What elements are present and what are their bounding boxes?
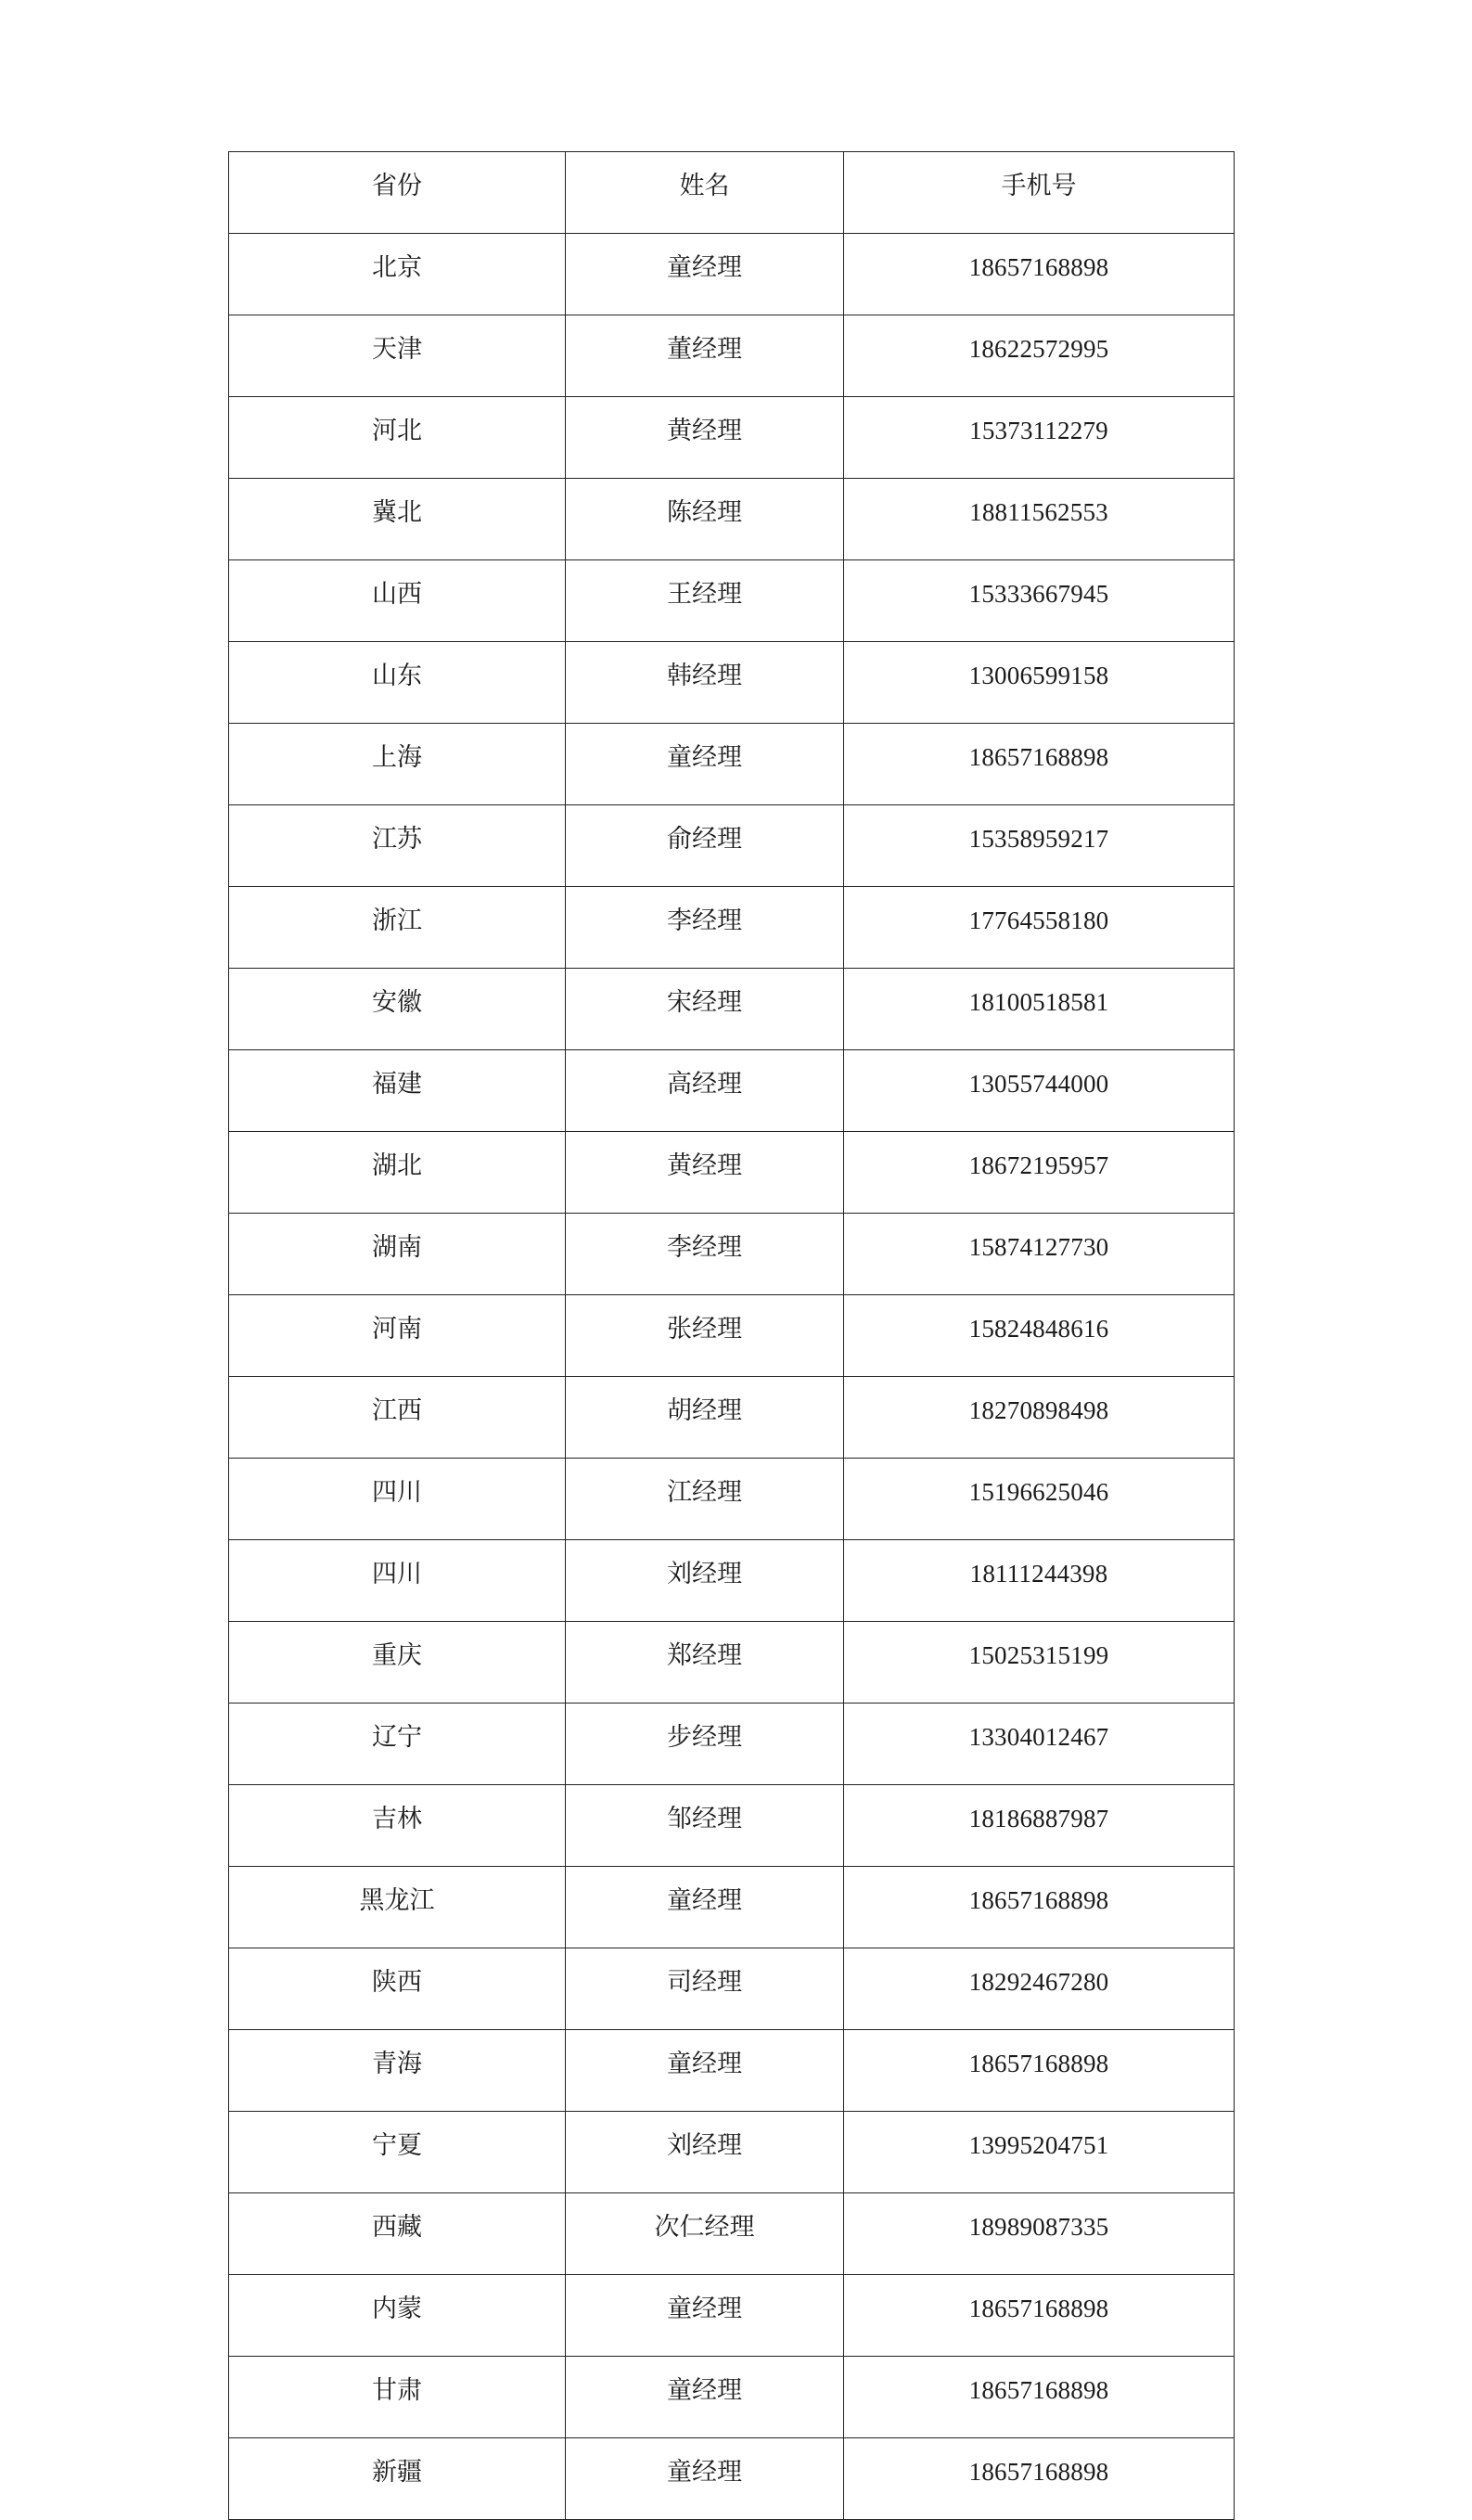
table-row bbox=[229, 1622, 1235, 1704]
cell-phone: 18811562553 bbox=[844, 479, 1235, 560]
header-phone: 手机号 bbox=[844, 152, 1235, 234]
cell-province: 青海 bbox=[229, 2030, 566, 2112]
table-row bbox=[229, 887, 1235, 969]
cell-province: 西藏 bbox=[229, 2193, 566, 2275]
cell-province: 山东 bbox=[229, 642, 566, 724]
contact-sheet bbox=[228, 151, 1234, 2520]
cell-phone: 18186887987 bbox=[844, 1785, 1235, 1867]
table-row bbox=[229, 642, 1235, 724]
cell-name: 童经理 bbox=[566, 234, 844, 315]
table-row bbox=[229, 315, 1235, 397]
cell-name: 刘经理 bbox=[566, 2112, 844, 2193]
table-row bbox=[229, 397, 1235, 479]
table-row bbox=[229, 969, 1235, 1050]
cell-phone: 18657168898 bbox=[844, 2030, 1235, 2112]
table-row bbox=[229, 1050, 1235, 1132]
cell-phone: 18657168898 bbox=[844, 1867, 1235, 1948]
cell-province: 宁夏 bbox=[229, 2112, 566, 2193]
cell-province: 山西 bbox=[229, 560, 566, 642]
cell-phone: 18100518581 bbox=[844, 969, 1235, 1050]
cell-province: 北京 bbox=[229, 234, 566, 315]
table-row bbox=[229, 2193, 1235, 2275]
cell-phone: 15358959217 bbox=[844, 805, 1235, 887]
cell-province: 江西 bbox=[229, 1377, 566, 1459]
cell-phone: 18989087335 bbox=[844, 2193, 1235, 2275]
cell-name: 江经理 bbox=[566, 1459, 844, 1540]
header-province: 省份 bbox=[229, 152, 566, 234]
table-row bbox=[229, 724, 1235, 805]
table-row bbox=[229, 1540, 1235, 1622]
cell-name: 俞经理 bbox=[566, 805, 844, 887]
cell-province: 湖南 bbox=[229, 1214, 566, 1295]
cell-name: 李经理 bbox=[566, 1214, 844, 1295]
cell-name: 韩经理 bbox=[566, 642, 844, 724]
cell-name: 王经理 bbox=[566, 560, 844, 642]
table-row bbox=[229, 479, 1235, 560]
cell-name: 李经理 bbox=[566, 887, 844, 969]
table-row bbox=[229, 2112, 1235, 2193]
table-row bbox=[229, 1214, 1235, 1295]
cell-name: 童经理 bbox=[566, 2357, 844, 2438]
cell-name: 童经理 bbox=[566, 2275, 844, 2357]
cell-province: 湖北 bbox=[229, 1132, 566, 1214]
cell-province: 辽宁 bbox=[229, 1704, 566, 1785]
cell-name: 刘经理 bbox=[566, 1540, 844, 1622]
cell-name: 步经理 bbox=[566, 1704, 844, 1785]
cell-phone: 13006599158 bbox=[844, 642, 1235, 724]
cell-name: 邹经理 bbox=[566, 1785, 844, 1867]
cell-province: 福建 bbox=[229, 1050, 566, 1132]
cell-phone: 18111244398 bbox=[844, 1540, 1235, 1622]
table-row bbox=[229, 234, 1235, 315]
table-row bbox=[229, 805, 1235, 887]
cell-phone: 17764558180 bbox=[844, 887, 1235, 969]
table-row bbox=[229, 1132, 1235, 1214]
cell-province: 四川 bbox=[229, 1459, 566, 1540]
cell-province: 上海 bbox=[229, 724, 566, 805]
table-row bbox=[229, 1704, 1235, 1785]
cell-province: 河北 bbox=[229, 397, 566, 479]
cell-province: 江苏 bbox=[229, 805, 566, 887]
cell-phone: 18672195957 bbox=[844, 1132, 1235, 1214]
cell-province: 黑龙江 bbox=[229, 1867, 566, 1948]
cell-name: 黄经理 bbox=[566, 1132, 844, 1214]
cell-name: 胡经理 bbox=[566, 1377, 844, 1459]
cell-phone: 18622572995 bbox=[844, 315, 1235, 397]
cell-name: 司经理 bbox=[566, 1948, 844, 2030]
cell-name: 董经理 bbox=[566, 315, 844, 397]
cell-name: 童经理 bbox=[566, 2438, 844, 2520]
cell-name: 郑经理 bbox=[566, 1622, 844, 1704]
table-row bbox=[229, 1948, 1235, 2030]
cell-province: 甘肃 bbox=[229, 2357, 566, 2438]
table-row bbox=[229, 1377, 1235, 1459]
cell-name: 陈经理 bbox=[566, 479, 844, 560]
cell-province: 冀北 bbox=[229, 479, 566, 560]
cell-phone: 18657168898 bbox=[844, 2438, 1235, 2520]
table-row bbox=[229, 2438, 1235, 2520]
cell-name: 张经理 bbox=[566, 1295, 844, 1377]
cell-phone: 15196625046 bbox=[844, 1459, 1235, 1540]
cell-name: 次仁经理 bbox=[566, 2193, 844, 2275]
cell-province: 新疆 bbox=[229, 2438, 566, 2520]
cell-phone: 18657168898 bbox=[844, 2275, 1235, 2357]
cell-phone: 18270898498 bbox=[844, 1377, 1235, 1459]
cell-phone: 18292467280 bbox=[844, 1948, 1235, 2030]
cell-province: 陕西 bbox=[229, 1948, 566, 2030]
cell-phone: 13055744000 bbox=[844, 1050, 1235, 1132]
cell-name: 宋经理 bbox=[566, 969, 844, 1050]
cell-phone: 13995204751 bbox=[844, 2112, 1235, 2193]
contacts-table bbox=[228, 151, 1235, 2520]
cell-name: 黄经理 bbox=[566, 397, 844, 479]
cell-phone: 18657168898 bbox=[844, 724, 1235, 805]
table-row bbox=[229, 1785, 1235, 1867]
cell-name: 童经理 bbox=[566, 1867, 844, 1948]
cell-phone: 15824848616 bbox=[844, 1295, 1235, 1377]
table-body bbox=[229, 234, 1235, 2520]
cell-phone: 15874127730 bbox=[844, 1214, 1235, 1295]
cell-name: 高经理 bbox=[566, 1050, 844, 1132]
cell-phone: 18657168898 bbox=[844, 234, 1235, 315]
table-row bbox=[229, 1295, 1235, 1377]
cell-province: 浙江 bbox=[229, 887, 566, 969]
table-row bbox=[229, 2357, 1235, 2438]
table-row bbox=[229, 1459, 1235, 1540]
cell-province: 安徽 bbox=[229, 969, 566, 1050]
table-row bbox=[229, 2030, 1235, 2112]
cell-province: 吉林 bbox=[229, 1785, 566, 1867]
table-row bbox=[229, 2275, 1235, 2357]
cell-phone: 15025315199 bbox=[844, 1622, 1235, 1704]
cell-province: 河南 bbox=[229, 1295, 566, 1377]
cell-phone: 15373112279 bbox=[844, 397, 1235, 479]
cell-province: 天津 bbox=[229, 315, 566, 397]
cell-phone: 13304012467 bbox=[844, 1704, 1235, 1785]
cell-province: 重庆 bbox=[229, 1622, 566, 1704]
cell-name: 童经理 bbox=[566, 2030, 844, 2112]
cell-province: 四川 bbox=[229, 1540, 566, 1622]
table-row bbox=[229, 560, 1235, 642]
cell-province: 内蒙 bbox=[229, 2275, 566, 2357]
cell-name: 童经理 bbox=[566, 724, 844, 805]
table-row bbox=[229, 1867, 1235, 1948]
cell-phone: 18657168898 bbox=[844, 2357, 1235, 2438]
table-header bbox=[229, 152, 1235, 234]
header-row bbox=[229, 152, 1235, 234]
header-name: 姓名 bbox=[566, 152, 844, 234]
cell-phone: 15333667945 bbox=[844, 560, 1235, 642]
